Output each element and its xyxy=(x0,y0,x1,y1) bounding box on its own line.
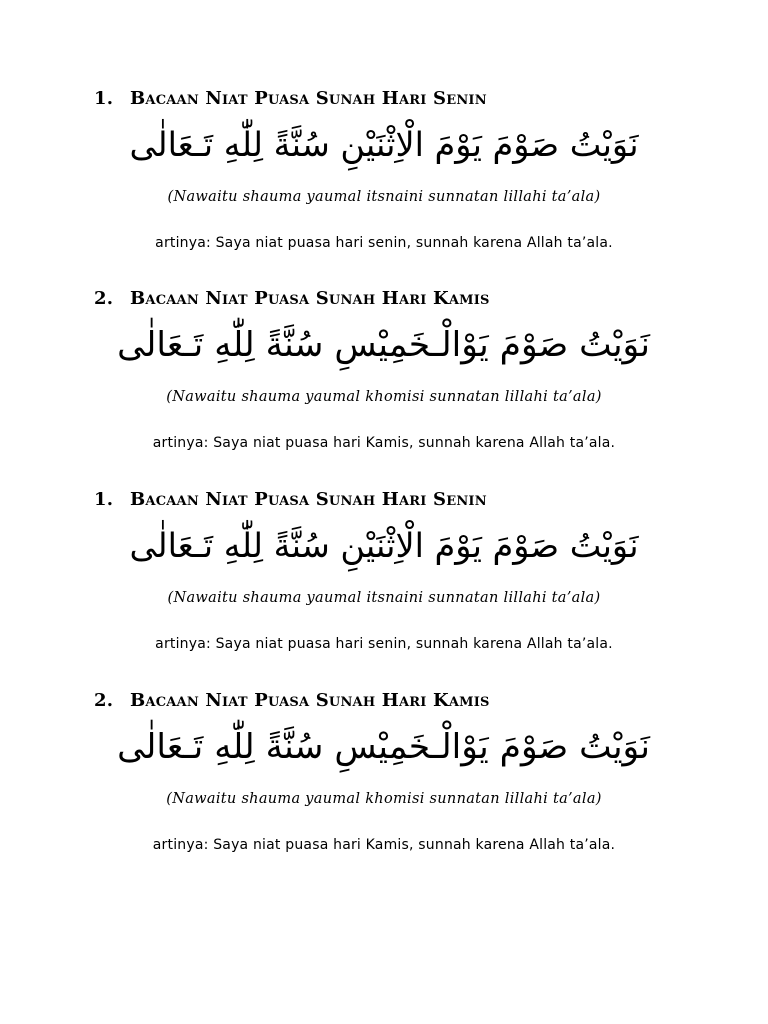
section-heading xyxy=(94,88,487,112)
section-number: 2. xyxy=(94,690,114,711)
section-title: Bacaan Niat Puasa Sunah Hari Senin xyxy=(130,489,487,510)
meaning-text: artinya: Saya niat puasa hari Kamis, sunnah karena Allah ta’ala. xyxy=(152,837,616,853)
section-title: Bacaan Niat Puasa Sunah Hari Kamis xyxy=(130,690,490,711)
niat-section-senin xyxy=(0,88,768,288)
transliteration-text: (Nawaitu shauma yaumal itsnaini sunnatan lillahi ta’ala) xyxy=(167,590,601,606)
niat-section-senin xyxy=(0,489,768,689)
meaning-text: artinya: Saya niat puasa hari Kamis, sunnah karena Allah ta’ala. xyxy=(152,435,616,451)
niat-section-kamis xyxy=(0,690,768,890)
meaning-text: artinya: Saya niat puasa hari senin, sunnah karena Allah ta’ala. xyxy=(155,235,613,251)
section-title: Bacaan Niat Puasa Sunah Hari Senin xyxy=(130,88,487,109)
transliteration-text: (Nawaitu shauma yaumal khomisi sunnatan lillahi ta’ala) xyxy=(166,389,602,405)
section-heading xyxy=(94,690,490,714)
section-number: 1. xyxy=(94,489,114,510)
section-heading xyxy=(94,489,487,513)
section-heading xyxy=(94,288,490,312)
meaning-text: artinya: Saya niat puasa hari senin, sunnah karena Allah ta’ala. xyxy=(155,636,613,652)
niat-section-kamis xyxy=(0,288,768,488)
section-title: Bacaan Niat Puasa Sunah Hari Kamis xyxy=(130,288,490,309)
arabic-niat-text: نَوَيْتُ صَوْمَ يَوْمَ الْاِثْنَيْنِ سُنَّةً لِلّٰهِ تَـعَالٰى xyxy=(129,526,639,565)
transliteration-text: (Nawaitu shauma yaumal itsnaini sunnatan lillahi ta’ala) xyxy=(167,189,601,205)
section-number: 1. xyxy=(94,88,114,109)
section-number: 2. xyxy=(94,288,114,309)
arabic-niat-text: نَوَيْتُ صَوْمَ يَوْمَ الْاِثْنَيْنِ سُنَّةً لِلّٰهِ تَـعَالٰى xyxy=(129,125,639,164)
transliteration-text: (Nawaitu shauma yaumal khomisi sunnatan lillahi ta’ala) xyxy=(166,791,602,807)
arabic-niat-text: نَوَيْتُ صَوْمَ يَوْالْـخَمِيْسِ سُنَّةً لِلّٰهِ تَـعَالٰى xyxy=(117,727,650,767)
arabic-niat-text: نَوَيْتُ صَوْمَ يَوْالْـخَمِيْسِ سُنَّةً لِلّٰهِ تَـعَالٰى xyxy=(117,325,650,365)
